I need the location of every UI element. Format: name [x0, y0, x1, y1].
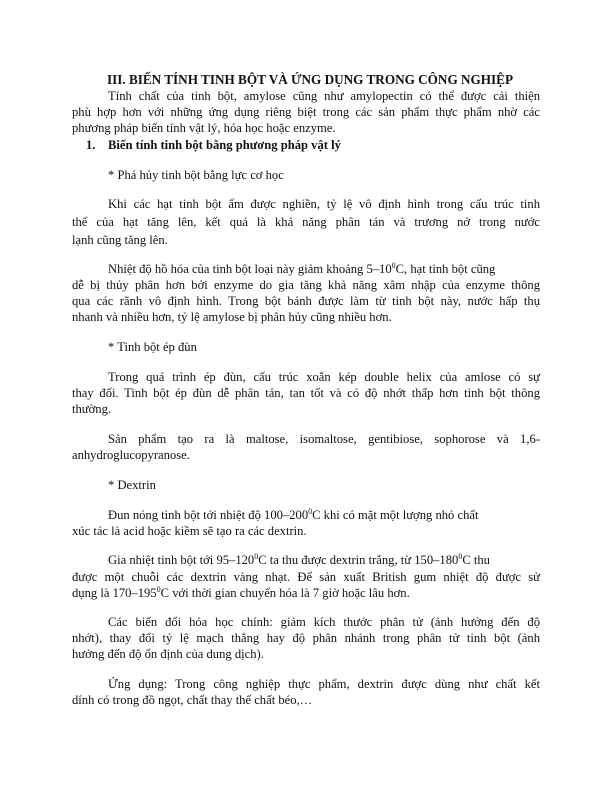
p6-text-d: dụng là 170–195	[72, 586, 157, 600]
p1-line-2: thể của hạt tăng lên, kết quả là khả năng phân tán và trương nở trong nước	[72, 215, 540, 229]
p6-text-a: Gia nhiệt tinh bột tới 95–120	[108, 553, 255, 567]
p6-line-3	[72, 585, 410, 601]
degree-sup: 0	[391, 260, 396, 270]
subheading-dextrin: * Dextrin	[108, 478, 156, 492]
p4-line-2: anhydroglucopyranose.	[72, 448, 190, 462]
degree-sup: 0	[254, 551, 259, 561]
p5-line-1	[108, 507, 540, 523]
p2-line-1	[108, 261, 540, 277]
intro-line-1: Tính chất của tinh bột, amylose cũng như amylopectin có thể được cải thiện	[108, 89, 540, 103]
p2-line-2: dễ bị thủy phân hơn bởi enzyme do gia tăng khả năng xâm nhập của enzyme thông	[72, 278, 540, 292]
p1-line-3: lạnh cũng tăng lên.	[72, 233, 168, 247]
degree-sup: 0	[458, 551, 463, 561]
p1-line-1: Khi các hạt tinh bột ẩm được nghiền, tỷ lệ vô định hình trong cấu trúc tinh	[108, 197, 540, 211]
p7-line-2: nhớt), thay đổi tỷ lệ mạch thẳng hay độ phân nhánh trong phân tử tinh bột (ảnh	[72, 631, 540, 645]
page-heading: III. BIẾN TÍNH TINH BỘT VÀ ỨNG DỤNG TRONG CÔNG NGHIỆP	[106, 72, 514, 87]
subheading-mechanical: * Phá hủy tinh bột bằng lực cơ học	[108, 168, 284, 182]
p4-line-1: Sản phẩm tạo ra là maltose, isomaltose, gentibiose, sophorose và 1,6-	[108, 432, 540, 446]
p5-text-a: Đun nóng tinh bột tới nhiệt độ 100–200	[108, 508, 309, 522]
p3-line-3: thường.	[72, 402, 112, 416]
p6-text-c: C thu	[462, 553, 490, 567]
p7-line-3: hưởng đến độ ổn định của dung dịch).	[72, 647, 264, 661]
p5-text-b: C khi có mặt một lượng nhỏ chất	[312, 508, 479, 522]
intro-line-2: phù hợp hơn với những ứng dụng riêng biệt trong các sản phẩm thực phẩm nhờ các	[72, 105, 540, 119]
subheading-extrusion: * Tinh bột ép đùn	[108, 340, 197, 354]
p8-line-2: dính có trong đồ ngọt, chất thay thế chất béo,…	[72, 693, 313, 707]
section-1-number: 1.	[86, 138, 96, 152]
section-1-title: Biến tính tinh bột bằng phương pháp vật lý	[108, 138, 341, 152]
p2-text-b: C, hạt tinh bột cũng	[395, 262, 496, 276]
p2-text-a: Nhiệt độ hồ hóa của tinh bột loại này giảm khoảng 5–10	[108, 262, 392, 276]
p7-line-1: Các biến đổi hóa học chính: giảm kích thước phân tử (ảnh hưởng đến độ	[108, 615, 540, 629]
p3-line-2: thay đổi. Tinh bột ép đùn dễ phân tán, tan tốt và có độ nhớt thấp hơn tinh bột thông	[72, 386, 540, 400]
degree-sup: 0	[156, 584, 161, 594]
p2-line-3: qua các rãnh vô định hình. Trong bột bánh được làm từ tinh bột này, nước hấp thụ	[72, 294, 540, 308]
p6-text-b: C ta thu được dextrin trắng, từ 150–180	[258, 553, 459, 567]
p6-line-2: được một chuỗi các dextrin vàng nhạt. Để sản xuất British gum nhiệt độ được sử	[72, 570, 540, 584]
p2-line-4: nhanh và nhiều hơn, tỷ lệ amylose bị phân hủy cũng nhiều hơn.	[72, 310, 392, 324]
intro-line-3: phương pháp biến tính vật lý, hóa học hoặc enzyme.	[72, 121, 336, 135]
p8-line-1: Ứng dụng: Trong công nghiệp thực phẩm, dextrin được dùng như chất kết	[108, 677, 540, 691]
p6-line-1	[108, 552, 540, 568]
p3-line-1: Trong quá trình ép đùn, cấu trúc xoắn kép double helix của amlose có sự	[108, 370, 540, 384]
p5-line-2: xúc tác là acid hoặc kiềm sẽ tạo ra các dextrin.	[72, 524, 307, 538]
p6-text-e: C với thời gian chuyển hóa là 7 giờ hoặc lâu hơn.	[160, 586, 410, 600]
degree-sup: 0	[308, 506, 313, 516]
